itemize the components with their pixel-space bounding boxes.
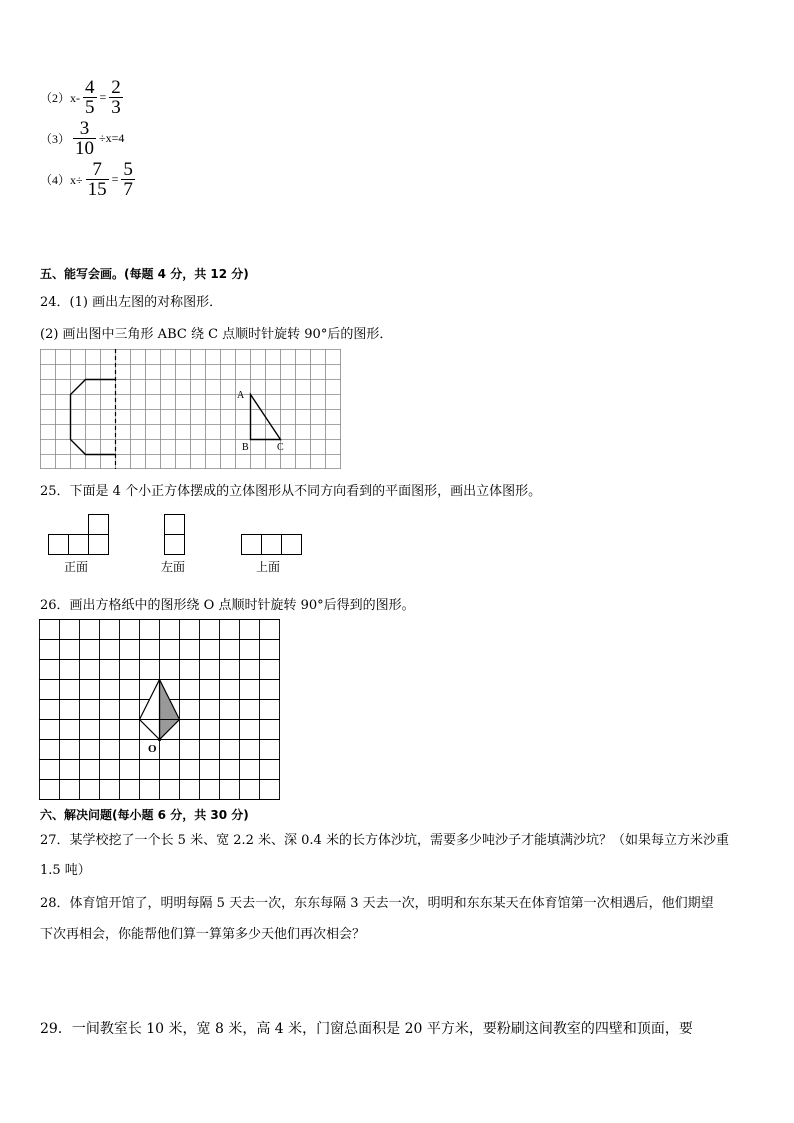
top-view-label: 上面 [256, 560, 281, 574]
section-heading: 六、解决问题(每小题 6 分，共 30 分) [40, 808, 249, 822]
equals-sign: = [99, 90, 107, 104]
question-28-line-1: 28．体育馆开馆了，明明每隔 5 天去一次，东东每隔 3 天去一次，明明和东东某天在体育馆第一次相遇后，他们期望 [40, 896, 714, 911]
equation-4 [40, 160, 135, 199]
label-o: O [148, 743, 157, 755]
symmetry-rotation-grid [40, 349, 342, 469]
question-28-line-2: 下次再相会，你能帮他们算一算第多少天他们再次相会？ [40, 927, 366, 942]
half-shape [71, 380, 116, 455]
white-triangle [140, 680, 160, 740]
numerator: 4 [85, 77, 95, 98]
question-25: 25．下面是 4 个小正方体摆成的立体图形从不同方向看到的平面图形，画出立体图形。 [40, 484, 542, 499]
question-27-line-1: 27．某学校挖了一个长 5 米、宽 2.2 米、深 0.4 米的长方体沙坑，需要多少吨沙子才能填满沙坑？（如果每立方米沙重 [40, 833, 729, 848]
shaded-triangle [160, 680, 180, 740]
denominator: 15 [87, 179, 107, 200]
equation-tail: ÷x=4 [99, 131, 125, 145]
question-24-1: 24．(1) 画出左图的对称图形． [40, 295, 223, 310]
fraction [109, 78, 123, 117]
numerator: 2 [111, 77, 121, 98]
numerator: 5 [123, 159, 133, 180]
label-b: B [242, 442, 249, 453]
equation-2 [40, 78, 123, 117]
left-view-label: 左面 [161, 560, 186, 574]
equation-label: （4）x÷ [40, 173, 83, 187]
front-view-label: 正面 [64, 560, 89, 574]
denominator: 5 [85, 97, 95, 118]
question-29: 29．一间教室长 10 米，宽 8 米，高 4 米，门窗总面积是 20 平方米，要粉刷这间教室的四壁和顶面，要 [40, 1021, 693, 1037]
question-27-line-2: 1.5 吨） [40, 863, 91, 878]
top-view [241, 534, 303, 556]
equation-label: （2）x- [40, 91, 80, 105]
label-c: C [277, 442, 284, 453]
fraction [86, 160, 109, 199]
question-26: 26．画出方格纸中的图形绕 O 点顺时针旋转 90°后得到的图形。 [40, 598, 415, 613]
rotation-grid [39, 619, 281, 801]
question-24-2: (2) 画出图中三角形 ABC 绕 C 点顺时针旋转 90°后的图形． [40, 327, 393, 342]
numerator: 3 [79, 118, 90, 139]
equals-sign: = [111, 172, 119, 186]
front-view [48, 514, 110, 556]
fraction [83, 78, 97, 117]
numerator: 7 [92, 159, 102, 180]
equation-3 [40, 119, 124, 158]
left-view [164, 514, 186, 556]
label-a: A [237, 390, 245, 401]
equation-label: （3） [40, 132, 71, 146]
point-o [158, 738, 161, 741]
denominator: 3 [111, 97, 121, 118]
section-heading: 五、能写会画。(每题 4 分，共 12 分) [40, 267, 249, 281]
fraction [73, 119, 96, 158]
fraction [121, 160, 135, 199]
denominator: 7 [123, 179, 133, 200]
grid-lines [40, 349, 341, 469]
denominator: 10 [75, 138, 95, 159]
